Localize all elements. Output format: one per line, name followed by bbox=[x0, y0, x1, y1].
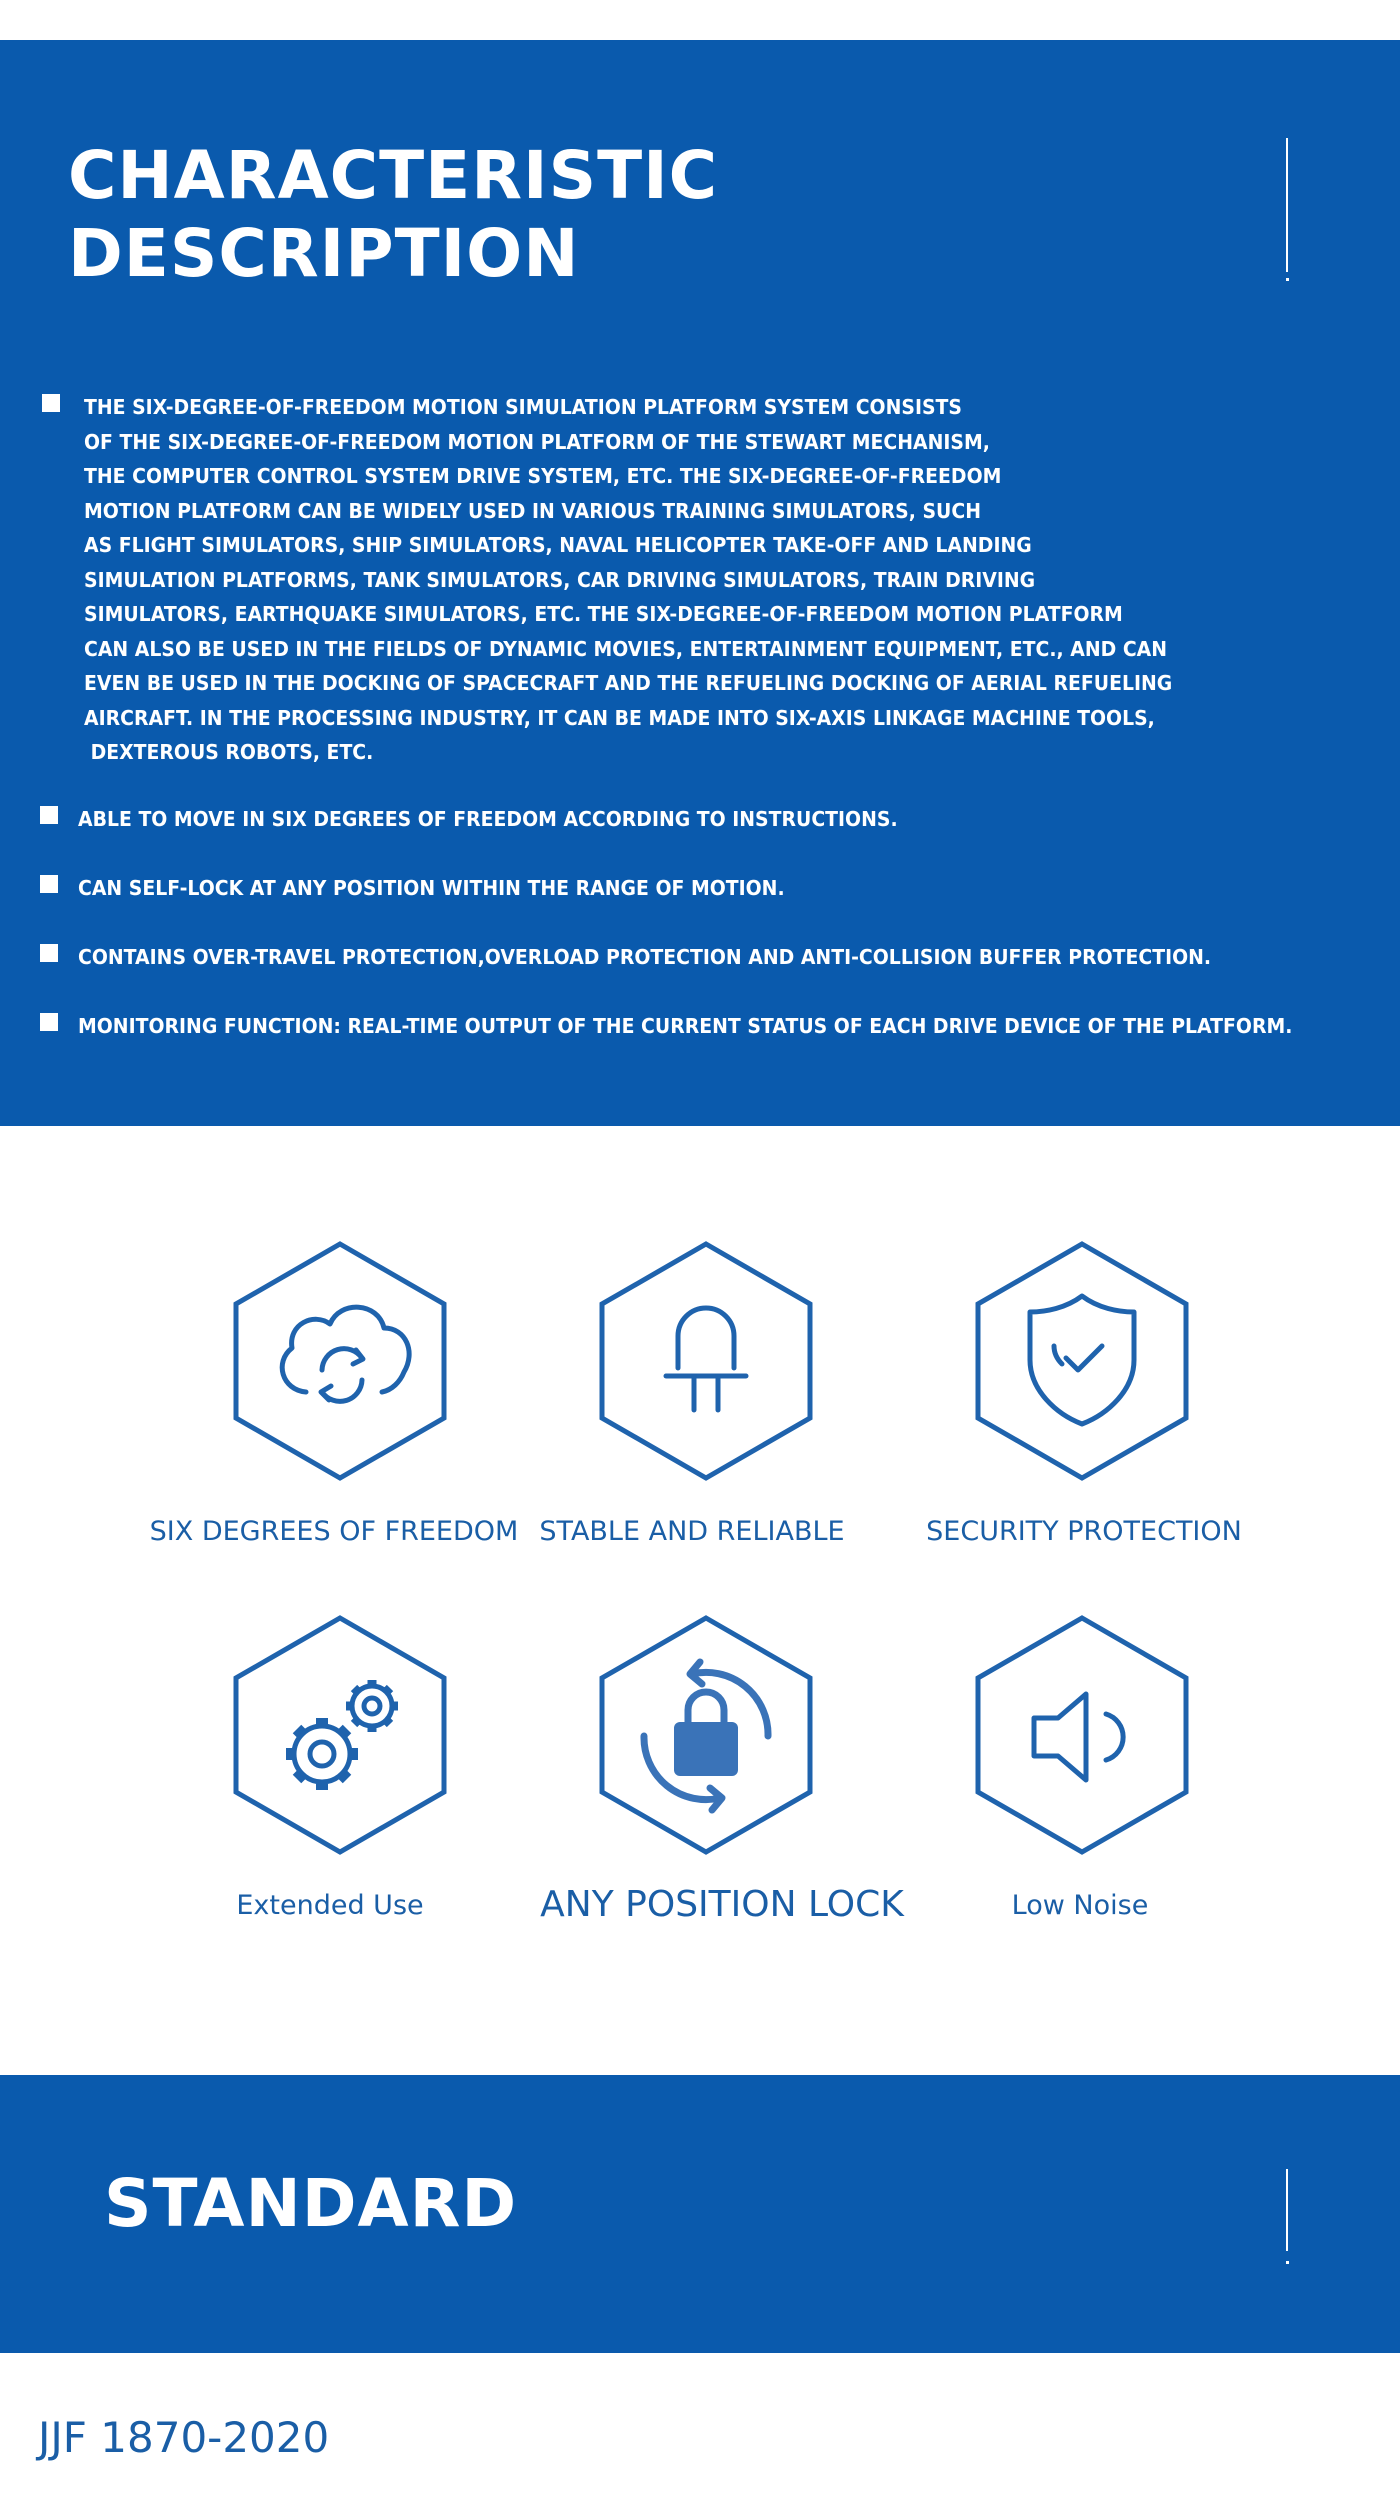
standard-code: JJF 1870-2020 bbox=[38, 2413, 330, 2462]
cloud-sync-icon bbox=[282, 1307, 409, 1401]
gears-icon bbox=[286, 1680, 398, 1790]
feature-label: Extended Use bbox=[236, 1890, 424, 1921]
feature-label: ANY POSITION LOCK bbox=[540, 1884, 904, 1925]
characteristic-panel bbox=[0, 40, 1400, 1126]
bullet-text: MONITORING FUNCTION: REAL-TIME OUTPUT OF THE CURRENT STATUS OF EACH DRIVE DEVICE OF THE PLATFORM. bbox=[78, 1014, 1293, 1038]
standard-panel bbox=[0, 2075, 1400, 2353]
hexagon-frame bbox=[596, 1614, 816, 1856]
hexagon-frame bbox=[230, 1240, 450, 1482]
decorative-dot bbox=[1286, 278, 1289, 281]
hexagon-frame bbox=[596, 1240, 816, 1482]
decorative-divider-line bbox=[1286, 138, 1288, 272]
square-bullet-icon bbox=[42, 394, 60, 412]
feature-label: Low Noise bbox=[1011, 1890, 1149, 1921]
decorative-divider-line bbox=[1286, 2169, 1288, 2251]
square-bullet-icon bbox=[40, 944, 58, 962]
bullet-text: CONTAINS OVER-TRAVEL PROTECTION,OVERLOAD PROTECTION AND ANTI-COLLISION BUFFER PROTECTION. bbox=[78, 945, 1212, 969]
feature-label: SECURITY PROTECTION bbox=[926, 1516, 1242, 1547]
hexagon-frame bbox=[972, 1240, 1192, 1482]
bullet-text: THE SIX-DEGREE-OF-FREEDOM MOTION SIMULATION PLATFORM SYSTEM CONSISTS OF THE SIX-DEGREE-OF-FREEDOM MOTION PLATFORM OF THE STEWART MECHANISM, THE COMPUTER CONTROL SYSTEM DRIVE SYSTEM, ETC. THE SIX-DEGREE-OF-FREEDOM MOTION PLATFORM CAN BE WIDELY USED IN VARIOUS TRAINING SIMULATORS, SUCH AS FLIGHT SIMULATORS, SHIP SIMULATORS, NAVAL HELICOPTER TAKE-OFF AND LANDING SIMULATION PLATFORMS, TANK SIMULATORS, CAR DRIVING SIMULATORS, TRAIN DRIVING SIMULATORS, EARTHQUAKE SIMULATORS, ETC. THE SIX-DEGREE-OF-FREEDOM MOTION PLATFORM CAN ALSO BE USED IN THE FIELDS OF DYNAMIC MOVIES, ENTERTAINMENT EQUIPMENT, ETC., AND CAN EVEN BE USED IN THE DOCKING OF SPACECRAFT AND THE REFUELING DOCKING OF AERIAL REFUELING AIRCRAFT. IN THE PROCESSING INDUSTRY, IT CAN BE MADE INTO SIX-AXIS LINKAGE MACHINE TOOLS, DEXTEROUS ROBOTS, ETC. bbox=[84, 395, 1173, 764]
decorative-dot bbox=[1286, 2261, 1289, 2264]
bullet-text: ABLE TO MOVE IN SIX DEGREES OF FREEDOM ACCORDING TO INSTRUCTIONS. bbox=[78, 807, 898, 831]
characteristic-heading: CHARACTERISTIC DESCRIPTION bbox=[68, 137, 719, 292]
square-bullet-icon bbox=[40, 1013, 58, 1031]
bulb-icon bbox=[666, 1308, 746, 1410]
standard-heading: STANDARD bbox=[104, 2165, 518, 2242]
shield-check-icon bbox=[1030, 1296, 1134, 1424]
feature-label: SIX DEGREES OF FREEDOM bbox=[149, 1516, 519, 1547]
hexagon-frame bbox=[230, 1614, 450, 1856]
square-bullet-icon bbox=[40, 806, 58, 824]
square-bullet-icon bbox=[40, 875, 58, 893]
rotating-lock-icon bbox=[644, 1662, 768, 1810]
feature-label: STABLE AND RELIABLE bbox=[539, 1516, 845, 1547]
hexagon-frame bbox=[972, 1614, 1192, 1856]
bullet-text: CAN SELF-LOCK AT ANY POSITION WITHIN THE RANGE OF MOTION. bbox=[78, 876, 785, 900]
speaker-icon bbox=[1034, 1694, 1123, 1780]
